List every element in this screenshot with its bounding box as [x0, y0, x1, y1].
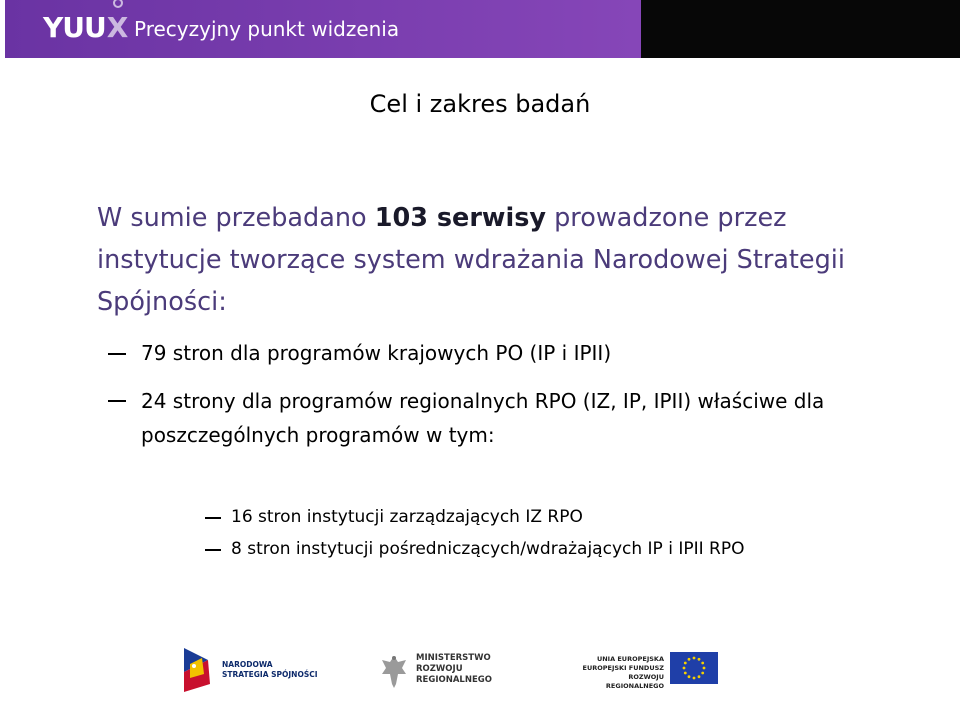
intro-text-2: prowadzone przez instytucje tworzące system wdrażania Narodowej Strategii Spójności: — [97, 203, 845, 317]
dash-bullet-icon — [205, 517, 221, 519]
logo-accent: X — [107, 10, 128, 46]
mrr-text: MINISTERSTWO ROZWOJU REGIONALNEGO — [416, 653, 492, 685]
eagle-emblem-icon — [380, 652, 408, 690]
nss-flag-icon — [180, 644, 214, 696]
sub-bullet-text: 16 stron instytucji zarządzających IZ RPO — [231, 507, 583, 527]
intro-text-1: W sumie przebadano — [97, 203, 375, 233]
bullet-text: 24 strony dla programów regionalnych RPO (IZ, IP, IPII) właściwe dla poszczególnych programów w tym: — [141, 389, 825, 447]
yuux-logo — [43, 10, 127, 46]
slide-title: Cel i zakres badań — [369, 90, 591, 118]
nss-logo — [180, 644, 330, 696]
intro-paragraph — [97, 197, 917, 323]
nss-text: NARODOWA STRATEGIA SPÓJNOŚCI — [222, 660, 318, 679]
eu-flag-icon — [670, 652, 718, 684]
bullet-text: 79 stron dla programów krajowych PO (IP i IPII) — [141, 341, 612, 365]
dash-bullet-icon — [108, 353, 126, 355]
dash-bullet-icon — [108, 400, 126, 402]
header-bar — [0, 0, 960, 58]
header-black-band — [641, 0, 960, 58]
logo-text: YUU — [43, 11, 106, 44]
sub-bullet-text: 8 stron instytucji pośredniczących/wdrażających IP i IPII RPO — [231, 539, 745, 559]
dash-bullet-icon — [205, 549, 221, 551]
logo-ring-icon — [113, 0, 123, 8]
eu-logo — [578, 652, 718, 688]
tagline: Precyzyjny punkt widzenia — [134, 17, 400, 41]
intro-highlight: 103 serwisy — [374, 203, 546, 233]
mrr-logo — [380, 650, 520, 692]
eu-text: UNIA EUROPEJSKA EUROPEJSKI FUNDUSZ ROZWOJU REGIONALNEGO — [582, 655, 664, 690]
footer-logos — [0, 638, 960, 703]
